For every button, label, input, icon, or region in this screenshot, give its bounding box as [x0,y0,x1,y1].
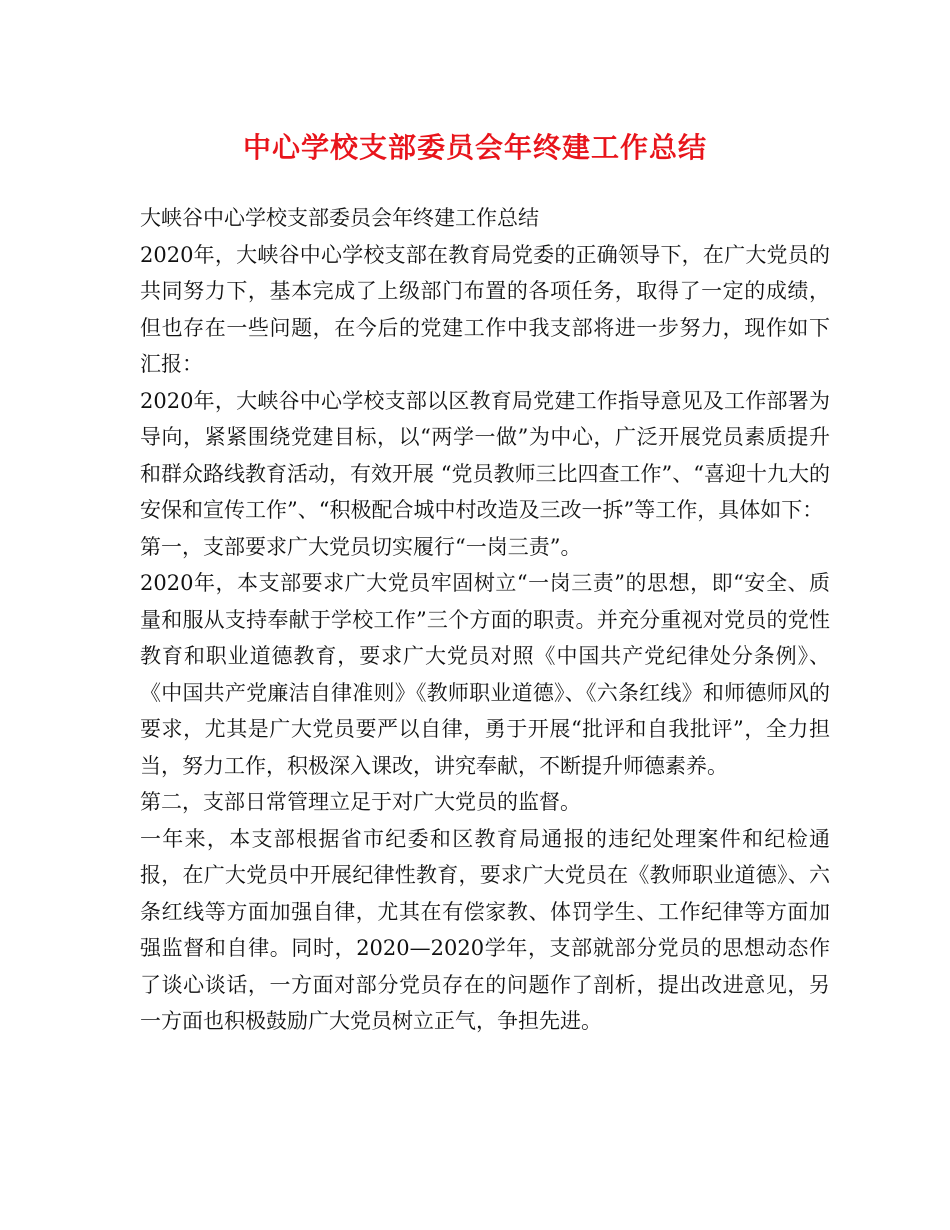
document-body [140,200,830,1040]
paragraph-first-detail: 2020年，本支部要求广大党员牢固树立“一岗三责”的思想，即“安全、质量和服从支持奉献于学校工作”三个方面的职责。并充分重视对党员的党性教育和职业道德教育，要求广大党员对照《中国共产党纪律处分条例》、《中国共产党廉洁自律准则》《教师职业道德》、《六条红线》和师德师风的要求，尤其是广大党员要严以自律，勇于开展“批评和自我批评”，全力担当，努力工作，积极深入课改，讲究奉献，不断提升师德素养。 [140,571,830,778]
paragraph-subtitle: 大峡谷中心学校支部委员会年终建工作总结 [140,206,539,230]
paragraph-overview: 2020年，大峡谷中心学校支部以区教育局党建工作指导意见及工作部署为导向，紧紧围绕党建目标，以“两学一做”为中心，广泛开展党员素质提升和群众路线教育活动，有效开展 “党员教师三比四查工作”、“喜迎十九大的安保和宣传工作”、“积极配合城中村改造及三改一拆”等工作，具体如下： [140,388,830,522]
paragraph-intro: 2020年，大峡谷中心学校支部在教育局党委的正确领导下，在广大党员的共同努力下，基本完成了上级部门布置的各项任务，取得了一定的成绩，但也存在一些问题，在今后的党建工作中我支部将进一步努力，现作如下汇报： [140,242,830,376]
document-title: 中心学校支部委员会年终建工作总结 [242,131,707,164]
paragraph-second-detail: 一年来，本支部根据省市纪委和区教育局通报的违纪处理案件和纪检通报，在广大党员中开展纪律性教育，要求广大党员在《教师职业道德》、六条红线等方面加强自律，尤其在有偿家教、体罚学生、工作纪律等方面加强监督和自律。同时，2020—2020学年，支部就部分党员的思想动态作了谈心谈话，一方面对部分党员存在的问题作了剖析，提出改进意见，另一方面也积极鼓励广大党员树立正气，争担先进。 [140,826,830,1033]
paragraph-heading-second: 第二，支部日常管理立足于对广大党员的监督。 [140,790,581,814]
paragraph-heading-first: 第一，支部要求广大党员切实履行“一岗三责”。 [140,534,582,559]
